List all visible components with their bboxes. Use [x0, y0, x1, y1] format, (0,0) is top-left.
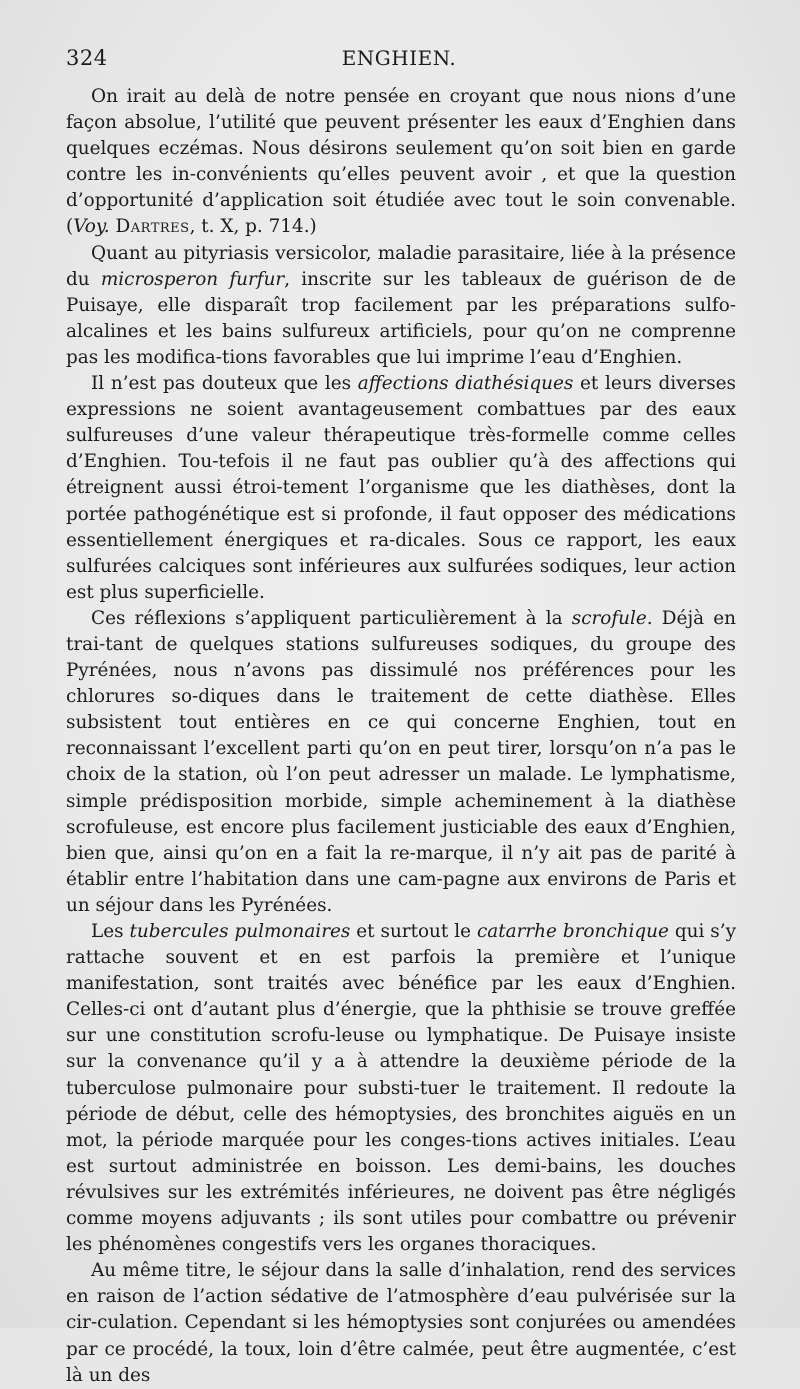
paragraph-text: et leurs diverses expressions ne soient avantageusement combattues par des eaux sulfureuses d’une valeur thérapeutique très-formelle comme celles d’Enghien. Tou-tefois il ne faut pas oublier qu’à des affections qui étreignent aussi étroi-tement l’organisme que les diathèses, dont la portée pathogénétique est si profonde, il faut opposer des médications essentiellement énergiques et ra-dicales. Sous ce rapport, les eaux sulfurées calciques sont inférieures aux sulfurées sodiques, leur action est plus superficielle.: [66, 373, 736, 603]
page-header: [66, 46, 732, 76]
paragraph-1: [66, 84, 736, 241]
italic-reference: Voy.: [73, 216, 110, 238]
paragraph-text: qui s’y rattache souvent et en est parfois la première et l’unique manifestation, sont traités avec bénéfice par les eaux d’Enghien. Celles-ci ont d’autant plus d’énergie, que la phthisie se trouve greffée sur une constitution scrofu-leuse ou lymphatique. De Puisaye insiste sur la convenance qu’il y a à attendre la deuxième période de la tuberculose pulmonaire pour substi-tuer le traitement. Il redoute la période de début, celle des hémoptysies, des bronchites aiguës en un mot, la période marquée pour les conges-tions actives initiales. L’eau est surtout administrée en boisson. Les demi-bains, les douches révulsives sur les extrémités inférieures, ne doivent pas être négligés comme moyens adjuvants ; ils sont utiles pour combattre ou prévenir les phénomènes congestifs vers les organes thoraciques.: [66, 921, 736, 1256]
paragraph-2: [66, 241, 736, 371]
paragraph-text: On irait au delà de notre pensée en croyant que nous nions d’une façon absolue, l’utilité que peuvent présenter les eaux d’Enghien dans quelques eczémas. Nous désirons seulement qu’on soit bien en garde contre les in-convénients qu’elles peuvent avoir , et que la question d’opportunité d’application soit étudiée avec tout le soin convenable. (: [66, 86, 736, 238]
italic-term: microsperon furfur: [100, 268, 285, 290]
body-text: [66, 84, 736, 1389]
paragraph-text: , inscrite sur les tableaux de guérison de de Puisaye, elle disparaît trop facilement par les préparations sulfo-alcalines et les bains sulfureux artificiels, pour qu’on ne comprenne pas les modifica-tions favorables que lui imprime l’eau d’Enghien.: [66, 268, 736, 368]
paragraph-text: , t. X, p. 714.): [189, 216, 317, 238]
paragraph-text: Ces réflexions s’appliquent particulièrement à la: [91, 607, 572, 629]
paragraph-text: Il n’est pas douteux que les: [91, 373, 358, 395]
paragraph-6: [66, 1258, 736, 1388]
italic-term: tubercules pulmonaires: [129, 921, 351, 942]
paragraph-text: . Déjà en trai-tant de quelques stations sulfureuses sodiques, du groupe des Pyrénées, nous n’avons pas dissimulé nos préférences pour les chlorures so-diques dans le traitement de cette diathèse. Elles subsistent tout entières en ce qui concerne Enghien, tout en reconnaissant l’excellent parti qu’on en peut tirer, lorsqu’on n’a pas le choix de la station, où l’on peut adresser un malade. Le lymphatisme, simple prédisposition morbide, simple acheminement à la diathèse scrofuleuse, est encore plus facilement justiciable des eaux d’Enghien, bien que, ainsi qu’on en a fait la re-marque, il n’y ait pas de parité à établir entre l’habitation dans une cam-pagne aux environs de Paris et un séjour dans les Pyrénées.: [66, 607, 737, 916]
italic-term: affections diathésiques: [357, 373, 574, 395]
italic-term: catarrhe bronchique: [476, 921, 669, 942]
italic-term: scrofule: [571, 607, 647, 629]
small-caps-reference: Dartres: [115, 216, 190, 238]
paragraph-text: Au même titre, le séjour dans la salle d’inhalation, rend des services en raison de l’action sédative de l’atmosphère d’eau pulvérisée sur la cir-culation. Cependant si les hémoptysies sont conjurées ou amendées par ce procédé, la toux, loin d’être calmée, peut être augmentée, c’est là un des: [66, 1260, 736, 1386]
paragraph-text: et surtout le: [350, 921, 477, 942]
running-title: ENGHIEN.: [341, 46, 457, 70]
paragraph-text: Quant au pityriasis versicolor, maladie parasitaire, liée à la présence du: [66, 242, 736, 290]
page-number: 324: [66, 46, 108, 70]
paragraph-5: [66, 919, 736, 1258]
paragraph-text: Les: [91, 921, 130, 942]
paragraph-4: [66, 606, 736, 919]
paragraph-3: [66, 371, 736, 606]
